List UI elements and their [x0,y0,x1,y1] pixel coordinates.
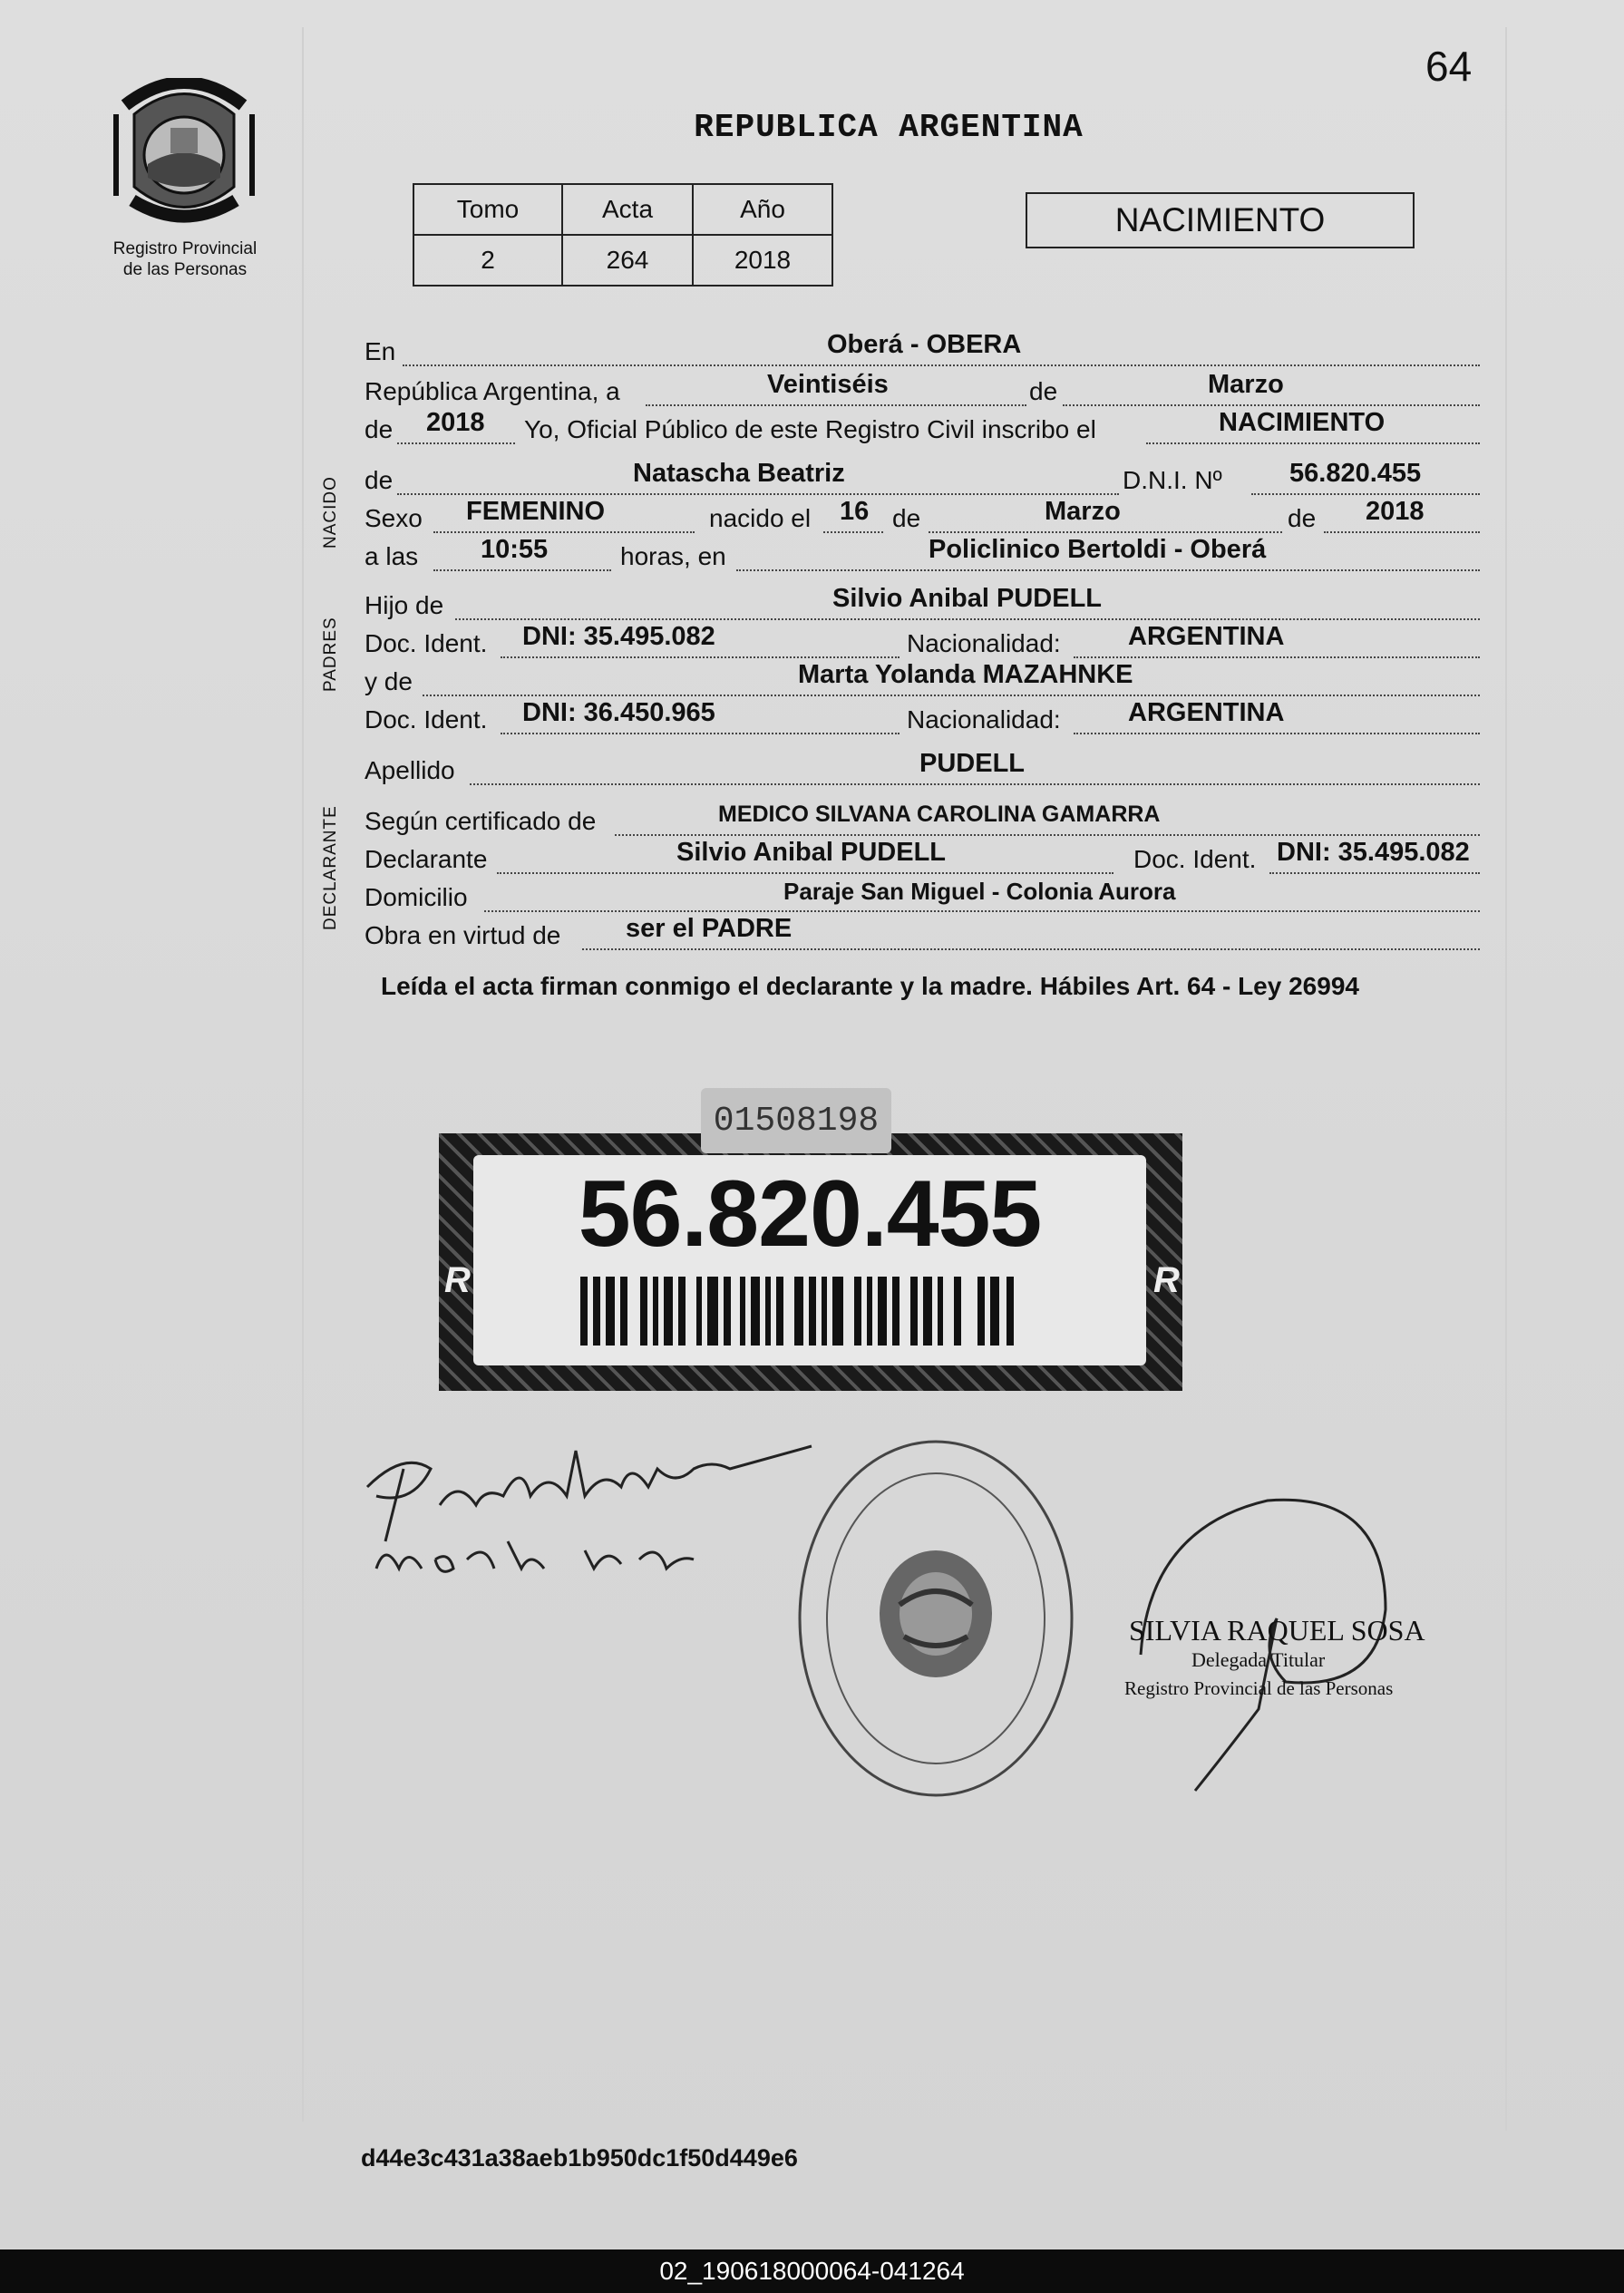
footer-bar [0,2249,1624,2293]
header-anio: Año [693,184,832,235]
logo-caption-line2: de las Personas [122,260,248,279]
dotted-line [423,695,1480,696]
label-birth-de2: de [1288,504,1317,532]
value-declarante-doc: DNI: 35.495.082 [1277,838,1470,867]
label-de-name: de [365,466,394,494]
label-horas: horas, en [620,542,726,570]
dotted-line [736,569,1480,571]
dotted-line [1063,404,1480,406]
label-de-year: de [365,415,394,443]
official-organization: Registro Provincial de las Personas [1124,1677,1394,1699]
row-hora [365,535,1480,578]
value-en: Oberá - OBERA [827,330,1022,359]
dotted-line [1146,442,1480,444]
value-month: Marzo [1208,370,1284,399]
value-anio: 2018 [693,235,832,286]
side-label-declarante: DECLARANTE [321,805,340,930]
dotted-line [615,834,1480,836]
value-mother-doc: DNI: 36.450.965 [522,698,715,727]
row-madre-doc [365,698,1480,742]
value-birth-year: 2018 [1366,497,1425,526]
dotted-line [929,531,1282,533]
row-domicilio [365,878,1480,919]
label-nacido-el: nacido el [709,504,812,532]
label-nac-mother: Nacionalidad: [907,705,1061,734]
stamp-corner-letter-right: R [1153,1260,1180,1300]
document-hash: d44e3c431a38aeb1b950dc1f50d449e6 [361,2144,798,2172]
province-coat-of-arms-icon [107,78,261,232]
side-label-nacido: NACIDO [321,476,340,549]
dotted-line [470,783,1480,785]
dotted-line [1074,733,1480,734]
value-name: Natascha Beatriz [633,459,845,488]
label-doc-mother: Doc. Ident. [365,705,488,734]
label-de-month: de [1029,377,1058,405]
barcode-icon [580,1277,1025,1346]
value-acta: 264 [562,235,693,286]
value-inscribo: NACIMIENTO [1219,408,1386,437]
dotted-line [646,404,1026,406]
dotted-line [433,531,695,533]
footer-code: 02_190618000064-041264 [659,2257,965,2285]
label-doc-father: Doc. Ident. [365,629,488,657]
logo-caption-line1: Registro Provincial [112,239,258,258]
closing-statement: Leída el acta firman conmigo el declarante y la madre. Hábiles Art. 64 - Ley 26994 [381,972,1359,1000]
dotted-line [582,948,1480,950]
dotted-line [403,364,1480,366]
label-en: En [365,337,396,365]
record-type-box: NACIMIENTO [1026,192,1415,248]
registry-table [413,183,833,287]
dotted-line [455,618,1480,620]
label-alas: a las [365,542,419,570]
dotted-line [1074,656,1480,658]
value-birth-day: 16 [840,497,870,526]
label-apellido: Apellido [365,756,455,784]
document-title: REPUBLICA ARGENTINA [694,109,1084,146]
row-inscribo [365,408,1480,452]
dotted-line [484,910,1480,912]
label-dni: D.N.I. Nº [1123,466,1222,494]
value-father-nat: ARGENTINA [1128,622,1285,651]
label-obra: Obra en virtud de [365,921,561,949]
label-domicilio: Domicilio [365,883,468,911]
dotted-line [1251,493,1480,495]
header-acta: Acta [562,184,693,235]
margin-line-left [302,27,304,2122]
label-birth-de1: de [892,504,921,532]
label-declarante-doc: Doc. Ident. [1133,845,1257,873]
value-mother-nat: ARGENTINA [1128,698,1285,727]
label-hijo-de: Hijo de [365,591,444,619]
official-seal [791,1433,1081,1804]
value-mother: Marta Yolanda MAZAHNKE [798,660,1133,689]
dotted-line [823,531,883,533]
page-number: 64 [1425,43,1473,90]
value-declarante: Silvio Anibal PUDELL [676,838,947,867]
dotted-line [433,569,611,571]
value-sexo: FEMENINO [466,497,606,526]
official-role: Delegada Titular [1191,1648,1326,1671]
value-birth-month: Marzo [1045,497,1121,526]
registry-logo-caption [76,238,294,280]
label-nac-father: Nacionalidad: [907,629,1061,657]
dotted-line [501,656,900,658]
label-declarante: Declarante [365,845,488,873]
value-apellido: PUDELL [919,749,1025,778]
stamp-corner-letter-left: R [444,1260,471,1300]
row-declarante [365,838,1480,881]
value-time: 10:55 [481,535,549,564]
label-y-de: y de [365,667,413,695]
margin-line-right [1505,27,1507,2131]
value-domicilio: Paraje San Miguel - Colonia Aurora [783,878,1176,905]
dotted-line [397,493,1119,495]
value-father-doc: DNI: 35.495.082 [522,622,715,651]
label-sexo: Sexo [365,504,423,532]
row-obra [365,914,1480,957]
value-day: Veintiséis [767,370,889,399]
row-apellido [365,749,1480,792]
stamp-serial: 01508198 [701,1088,891,1153]
value-father: Silvio Anibal PUDELL [832,584,1103,613]
value-year: 2018 [426,408,485,437]
value-dni: 56.820.455 [1289,459,1422,488]
side-label-padres: PADRES [321,617,340,692]
value-obra: ser el PADRE [626,914,793,943]
value-place: Policlinico Bertoldi - Oberá [929,535,1267,564]
father-signature [349,1433,821,1596]
dotted-line [501,733,900,734]
label-republica: República Argentina, a [365,377,620,405]
value-tomo: 2 [413,235,562,286]
label-inscribo: Yo, Oficial Público de este Registro Civil inscribo el [524,415,1096,443]
dotted-line [1324,531,1480,533]
dotted-line [497,872,1113,874]
official-name: SILVIA RAQUEL SOSA [1129,1614,1425,1647]
dotted-line [1269,872,1480,874]
stamp-dni-number: 56.820.455 [578,1161,1042,1267]
value-cert: MEDICO SILVANA CAROLINA GAMARRA [718,802,1161,827]
row-en [365,330,1480,374]
label-cert: Según certificado de [365,807,597,835]
dotted-line [397,442,515,444]
header-tomo: Tomo [413,184,562,235]
